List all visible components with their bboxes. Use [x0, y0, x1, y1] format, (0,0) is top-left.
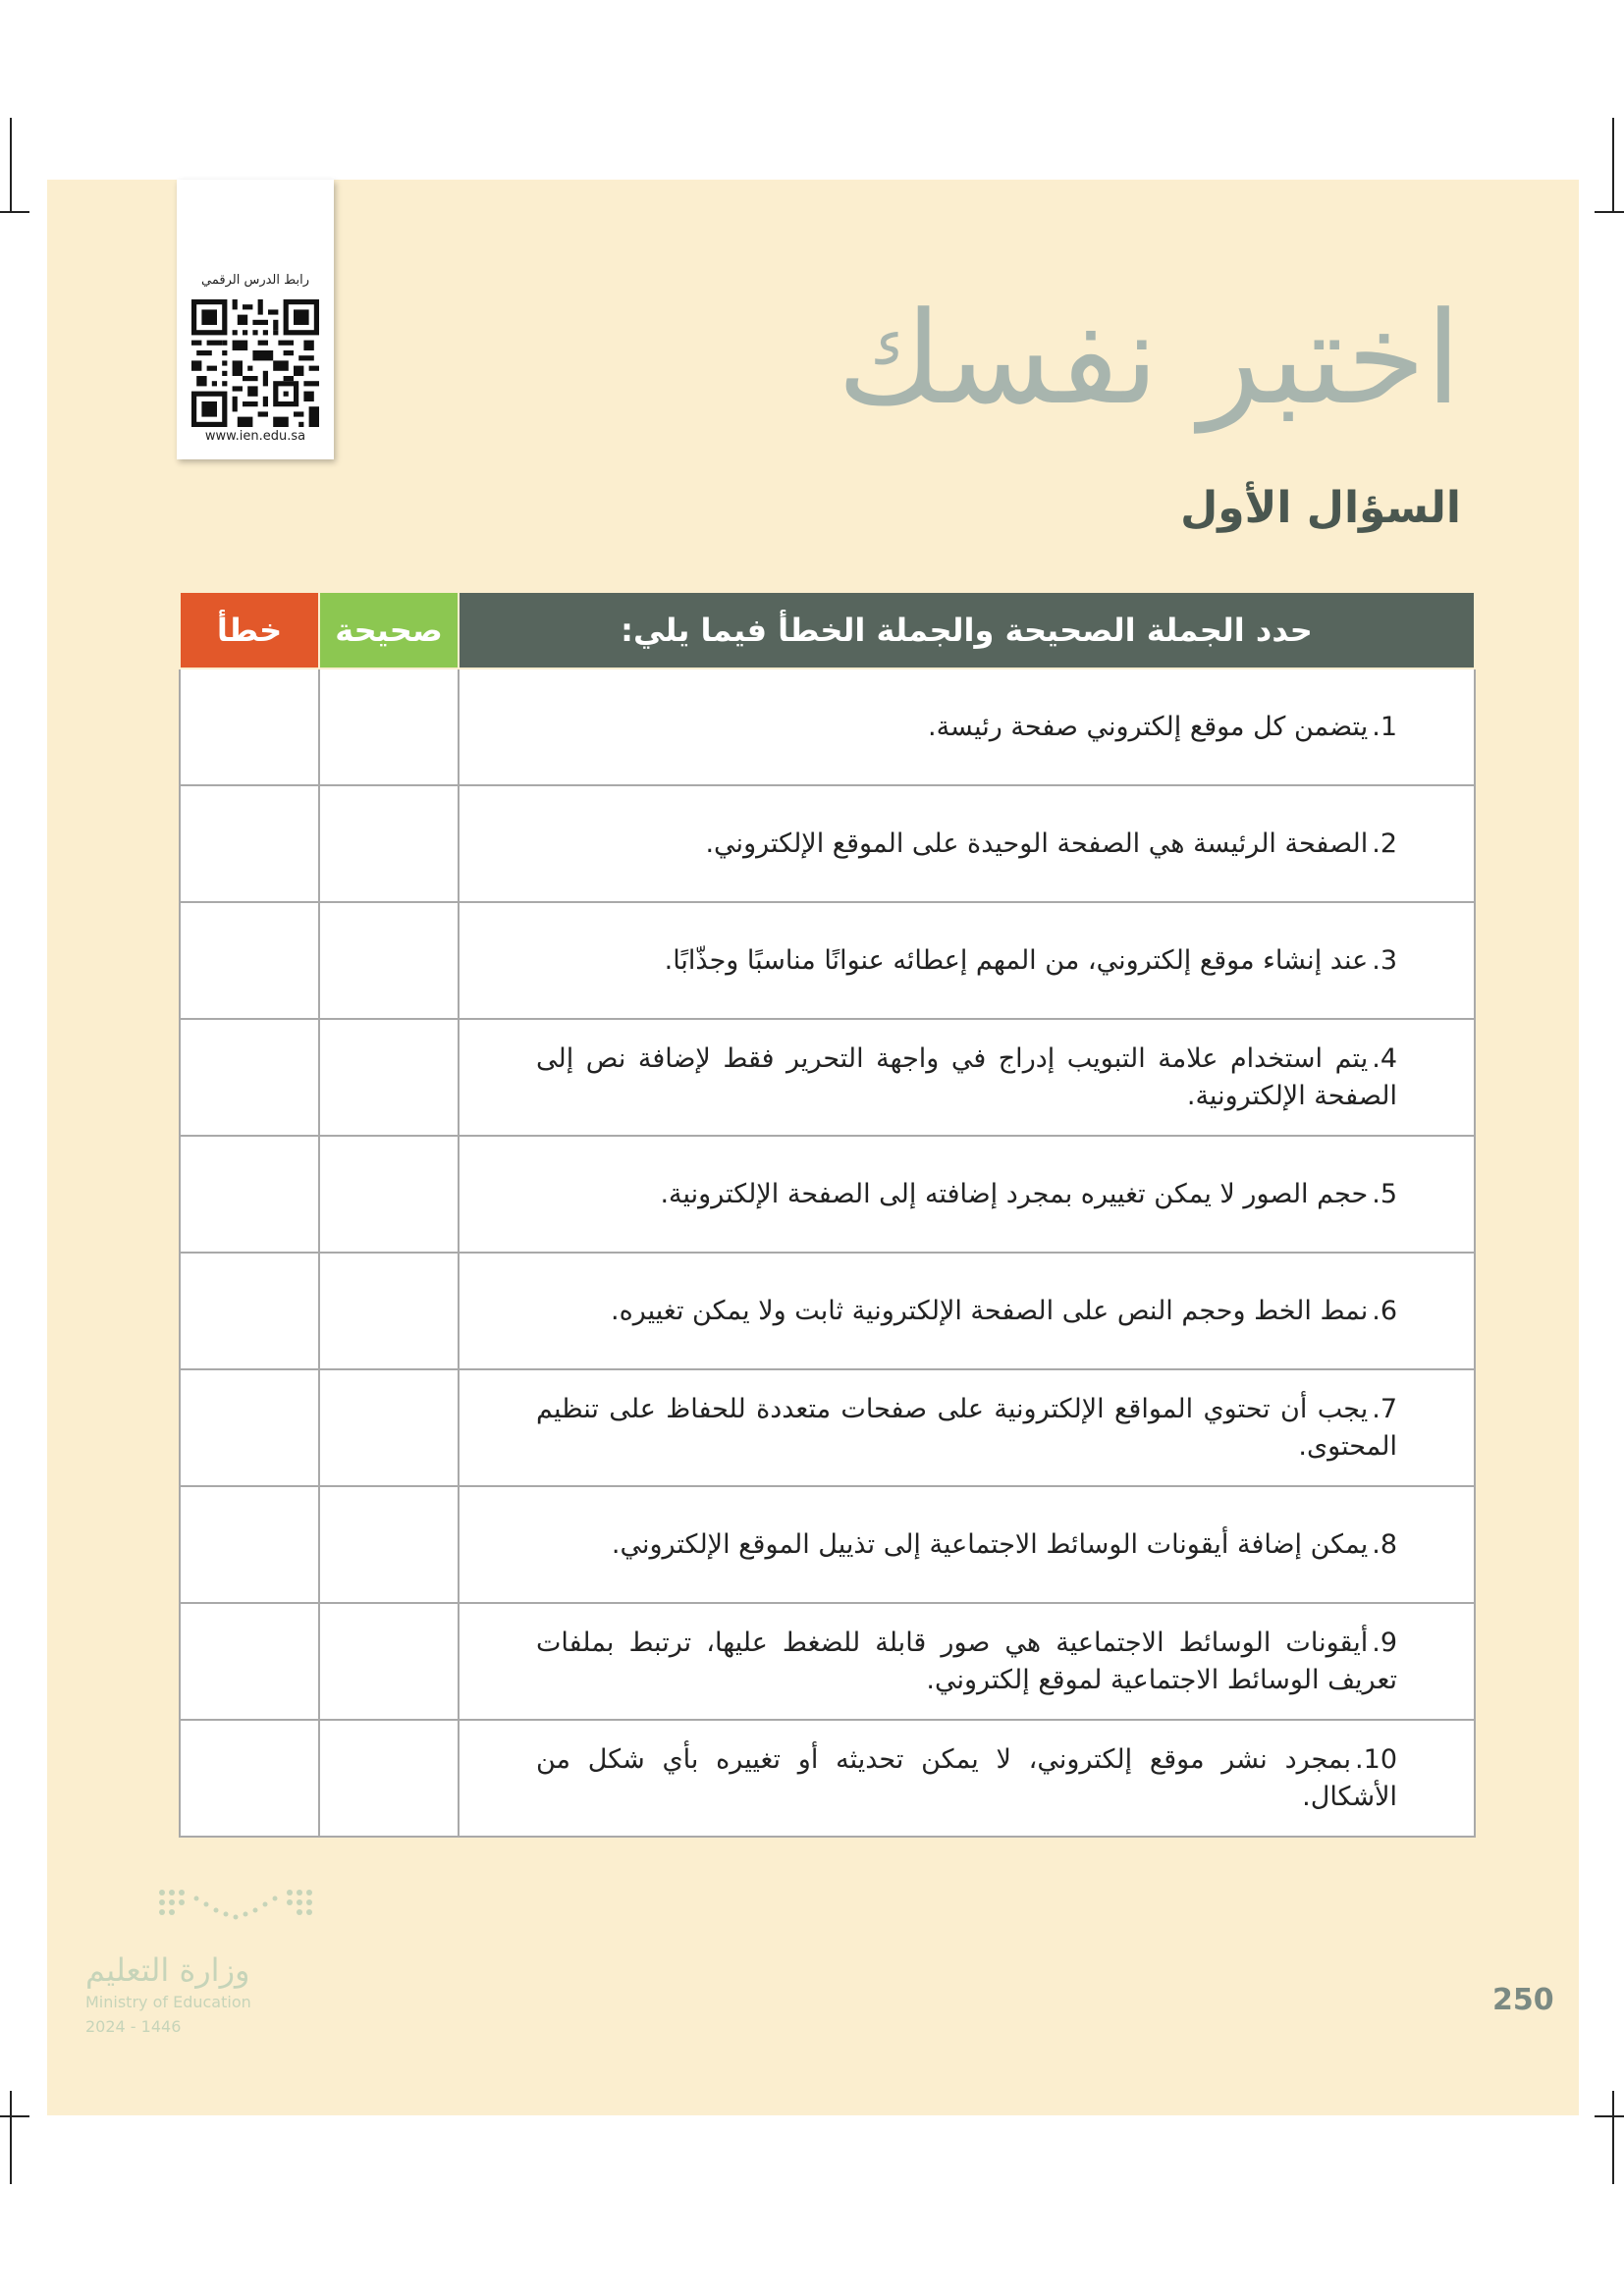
crop-mark: [1612, 118, 1614, 211]
statement-cell: [459, 1253, 1475, 1369]
false-answer-cell[interactable]: [180, 1253, 319, 1369]
true-answer-cell[interactable]: [319, 1136, 459, 1253]
statement-text: بمجرد نشر موقع إلكتروني، لا يمكن تحديثه أو تغييره بأي شكل من الأشكال.: [536, 1743, 1397, 1812]
statement-cell: [459, 1486, 1475, 1603]
table-row: [180, 902, 1475, 1019]
header-false: خطأ: [180, 592, 319, 668]
table-row: [180, 1603, 1475, 1720]
qr-code-icon[interactable]: [191, 299, 319, 427]
statement-text: يمكن إضافة أيقونات الوسائط الاجتماعية إلى تذييل الموقع الإلكتروني.: [611, 1528, 1369, 1560]
false-answer-cell[interactable]: [180, 1603, 319, 1720]
statement-cell: [459, 1720, 1475, 1837]
statement-text: عند إنشاء موقع إلكتروني، من المهم إعطائه عنوانًا مناسبًا وجذّابًا.: [664, 944, 1369, 976]
ministry-name-ar: وزارة التعليم: [85, 1951, 250, 1989]
qr-card[interactable]: [177, 180, 334, 459]
ministry-dots-icon: [157, 1885, 324, 1944]
qr-label: رابط الدرس الرقمي: [201, 273, 309, 288]
statement-cell: [459, 1369, 1475, 1486]
true-answer-cell[interactable]: [319, 1369, 459, 1486]
crop-mark: [0, 2115, 29, 2117]
true-false-table: [179, 591, 1476, 1838]
false-answer-cell[interactable]: [180, 1136, 319, 1253]
statement-text: نمط الخط وحجم النص على الصفحة الإلكترونية ثابت ولا يمكن تغييره.: [611, 1295, 1369, 1326]
statement-text: يتم استخدام علامة التبويب إدراج في واجهة التحرير فقط لإضافة نص إلى الصفحة الإلكترونية.: [536, 1042, 1397, 1111]
qr-url[interactable]: www.ien.edu.sa: [204, 429, 306, 444]
true-answer-cell[interactable]: [319, 1486, 459, 1603]
table-row: [180, 1253, 1475, 1369]
statement-cell: [459, 785, 1475, 902]
table-row: [180, 668, 1475, 785]
statement-number: 9.: [1372, 1627, 1397, 1658]
false-answer-cell[interactable]: [180, 1720, 319, 1837]
statement-cell: [459, 1136, 1475, 1253]
table-row: [180, 1019, 1475, 1136]
header-statement: حدد الجملة الصحيحة والجملة الخطأ فيما يلي:: [459, 592, 1475, 668]
statement-text: يجب أن تحتوي المواقع الإلكترونية على صفحات متعددة للحفاظ على تنظيم المحتوى.: [536, 1393, 1397, 1462]
crop-mark: [1595, 211, 1624, 213]
table-row: [180, 1136, 1475, 1253]
question-title: السؤال الأول: [1180, 483, 1461, 533]
statement-number: 8.: [1372, 1528, 1397, 1560]
page-number: 250: [1492, 1983, 1554, 2017]
table-row: [180, 1720, 1475, 1837]
true-answer-cell[interactable]: [319, 785, 459, 902]
true-answer-cell[interactable]: [319, 902, 459, 1019]
crop-mark: [10, 118, 12, 211]
table-row: [180, 1486, 1475, 1603]
statement-number: 5.: [1372, 1178, 1397, 1209]
statement-text: يتضمن كل موقع إلكتروني صفحة رئيسة.: [928, 711, 1369, 742]
table-row: [180, 1369, 1475, 1486]
statement-number: 3.: [1372, 944, 1397, 976]
statement-number: 7.: [1372, 1393, 1397, 1424]
crop-mark: [1595, 2115, 1624, 2117]
false-answer-cell[interactable]: [180, 1019, 319, 1136]
table-header-row: [180, 592, 1475, 668]
ministry-year: 2024 - 1446: [85, 2017, 182, 2036]
statement-number: 1.: [1372, 711, 1397, 742]
statement-cell: [459, 1603, 1475, 1720]
false-answer-cell[interactable]: [180, 668, 319, 785]
crop-mark: [10, 2091, 12, 2184]
false-answer-cell[interactable]: [180, 785, 319, 902]
statement-cell: [459, 902, 1475, 1019]
statement-number: 10.: [1355, 1743, 1397, 1775]
ministry-logo: [81, 1885, 336, 2042]
false-answer-cell[interactable]: [180, 1486, 319, 1603]
statement-number: 2.: [1372, 828, 1397, 859]
false-answer-cell[interactable]: [180, 1369, 319, 1486]
statement-text: حجم الصور لا يمكن تغييره بمجرد إضافته إلى الصفحة الإلكترونية.: [660, 1178, 1369, 1209]
table-row: [180, 785, 1475, 902]
true-answer-cell[interactable]: [319, 1019, 459, 1136]
statement-text: الصفحة الرئيسة هي الصفحة الوحيدة على الموقع الإلكتروني.: [705, 828, 1369, 859]
crop-mark: [1612, 2091, 1614, 2184]
statement-cell: [459, 1019, 1475, 1136]
true-answer-cell[interactable]: [319, 1720, 459, 1837]
true-answer-cell[interactable]: [319, 1253, 459, 1369]
statement-number: 4.: [1372, 1042, 1397, 1074]
statement-cell: [459, 668, 1475, 785]
ministry-name-en: Ministry of Education: [85, 1993, 251, 2011]
true-answer-cell[interactable]: [319, 1603, 459, 1720]
true-answer-cell[interactable]: [319, 668, 459, 785]
crop-mark: [0, 211, 29, 213]
statement-number: 6.: [1372, 1295, 1397, 1326]
false-answer-cell[interactable]: [180, 902, 319, 1019]
page-title: اختبر نفسك: [837, 284, 1461, 433]
statement-text: أيقونات الوسائط الاجتماعية هي صور قابلة للضغط عليها، ترتبط بملفات تعريف الوسائط الاجتماعية لموقع إلكتروني.: [536, 1627, 1397, 1695]
header-true: صحيحة: [319, 592, 459, 668]
